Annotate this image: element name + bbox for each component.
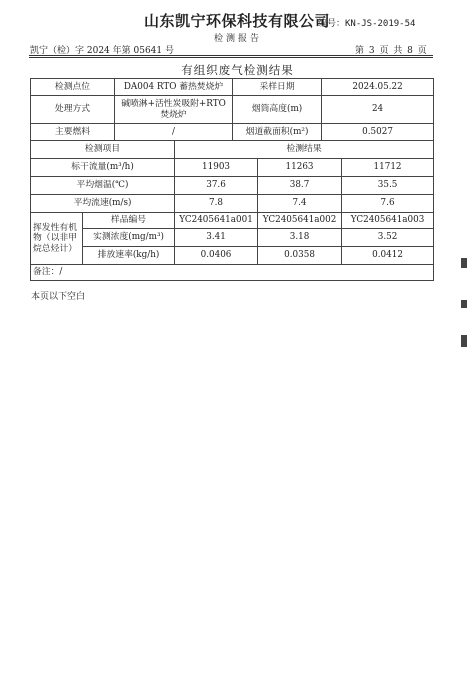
table-row (31, 265, 434, 281)
result-cell: 0.0406 (175, 247, 258, 265)
fuel-value: / (115, 124, 233, 141)
result-cell: YC2405641a001 (175, 213, 258, 229)
table-row (31, 177, 434, 195)
date-label: 采样日期 (233, 79, 322, 96)
result-cell: 7.6 (342, 195, 434, 213)
binding-mark (461, 300, 467, 308)
result-cell: 11903 (175, 159, 258, 177)
result-cell: 38.7 (258, 177, 342, 195)
binding-mark (461, 335, 467, 347)
stack-height-value: 24 (322, 96, 434, 124)
voc-group-label: 挥发性有机物（以非甲烷总烃计） (31, 213, 83, 265)
report-subtitle: 检测报告 (214, 34, 263, 44)
table-row (31, 159, 434, 177)
row-label: 样品编号 (83, 213, 175, 229)
document-code: 编号：KN-JS-2019-54 (318, 19, 416, 29)
section-area-value: 0.5027 (322, 124, 434, 141)
result-cell: YC2405641a003 (342, 213, 434, 229)
remark: 备注：/ (31, 265, 434, 281)
item-header: 检测项目 (31, 141, 175, 159)
method-value: 碱喷淋+活性炭吸附+RTO 焚烧炉 (115, 96, 233, 124)
result-cell: 11712 (342, 159, 434, 177)
table-row (31, 96, 434, 124)
row-label: 实测浓度(mg/m³) (83, 229, 175, 247)
result-cell: 37.6 (175, 177, 258, 195)
result-cell: 7.4 (258, 195, 342, 213)
report-number: 凯宁（检）字 2024 年第 05641 号 (30, 46, 174, 56)
result-cell: 3.41 (175, 229, 258, 247)
row-label: 标干流量(m³/h) (31, 159, 175, 177)
point-label: 检测点位 (31, 79, 115, 96)
result-header: 检测结果 (175, 141, 434, 159)
binding-mark (461, 258, 467, 268)
table-row (31, 195, 434, 213)
result-cell: 0.0358 (258, 247, 342, 265)
table-row (31, 213, 434, 229)
table-row (31, 229, 434, 247)
result-cell: 0.0412 (342, 247, 434, 265)
result-cell: 3.18 (258, 229, 342, 247)
table-row (31, 79, 434, 96)
page-info: 第 3 页 共 8 页 (355, 46, 428, 56)
company-name: 山东凯宁环保科技有限公司 (144, 12, 331, 30)
point-value: DA004 RTO 蓄热焚烧炉 (115, 79, 233, 96)
blank-below-note: 本页以下空白 (31, 292, 86, 302)
row-label: 平均烟温(℃) (31, 177, 175, 195)
table-title: 有组织废气检测结果 (181, 63, 294, 77)
result-cell: 7.8 (175, 195, 258, 213)
exhaust-gas-results-table (30, 78, 434, 281)
header-rule-secondary (29, 57, 433, 58)
section-area-label: 烟道截面积(m²) (233, 124, 322, 141)
fuel-label: 主要燃料 (31, 124, 115, 141)
result-cell: 3.52 (342, 229, 434, 247)
table-row (31, 124, 434, 141)
row-label: 排放速率(kg/h) (83, 247, 175, 265)
result-cell: 11263 (258, 159, 342, 177)
date-value: 2024.05.22 (322, 79, 434, 96)
method-label: 处理方式 (31, 96, 115, 124)
result-cell: YC2405641a002 (258, 213, 342, 229)
table-row (31, 141, 434, 159)
table-row (31, 247, 434, 265)
stack-height-label: 烟筒高度(m) (233, 96, 322, 124)
row-label: 平均流速(m/s) (31, 195, 175, 213)
header-rule (29, 55, 433, 56)
result-cell: 35.5 (342, 177, 434, 195)
